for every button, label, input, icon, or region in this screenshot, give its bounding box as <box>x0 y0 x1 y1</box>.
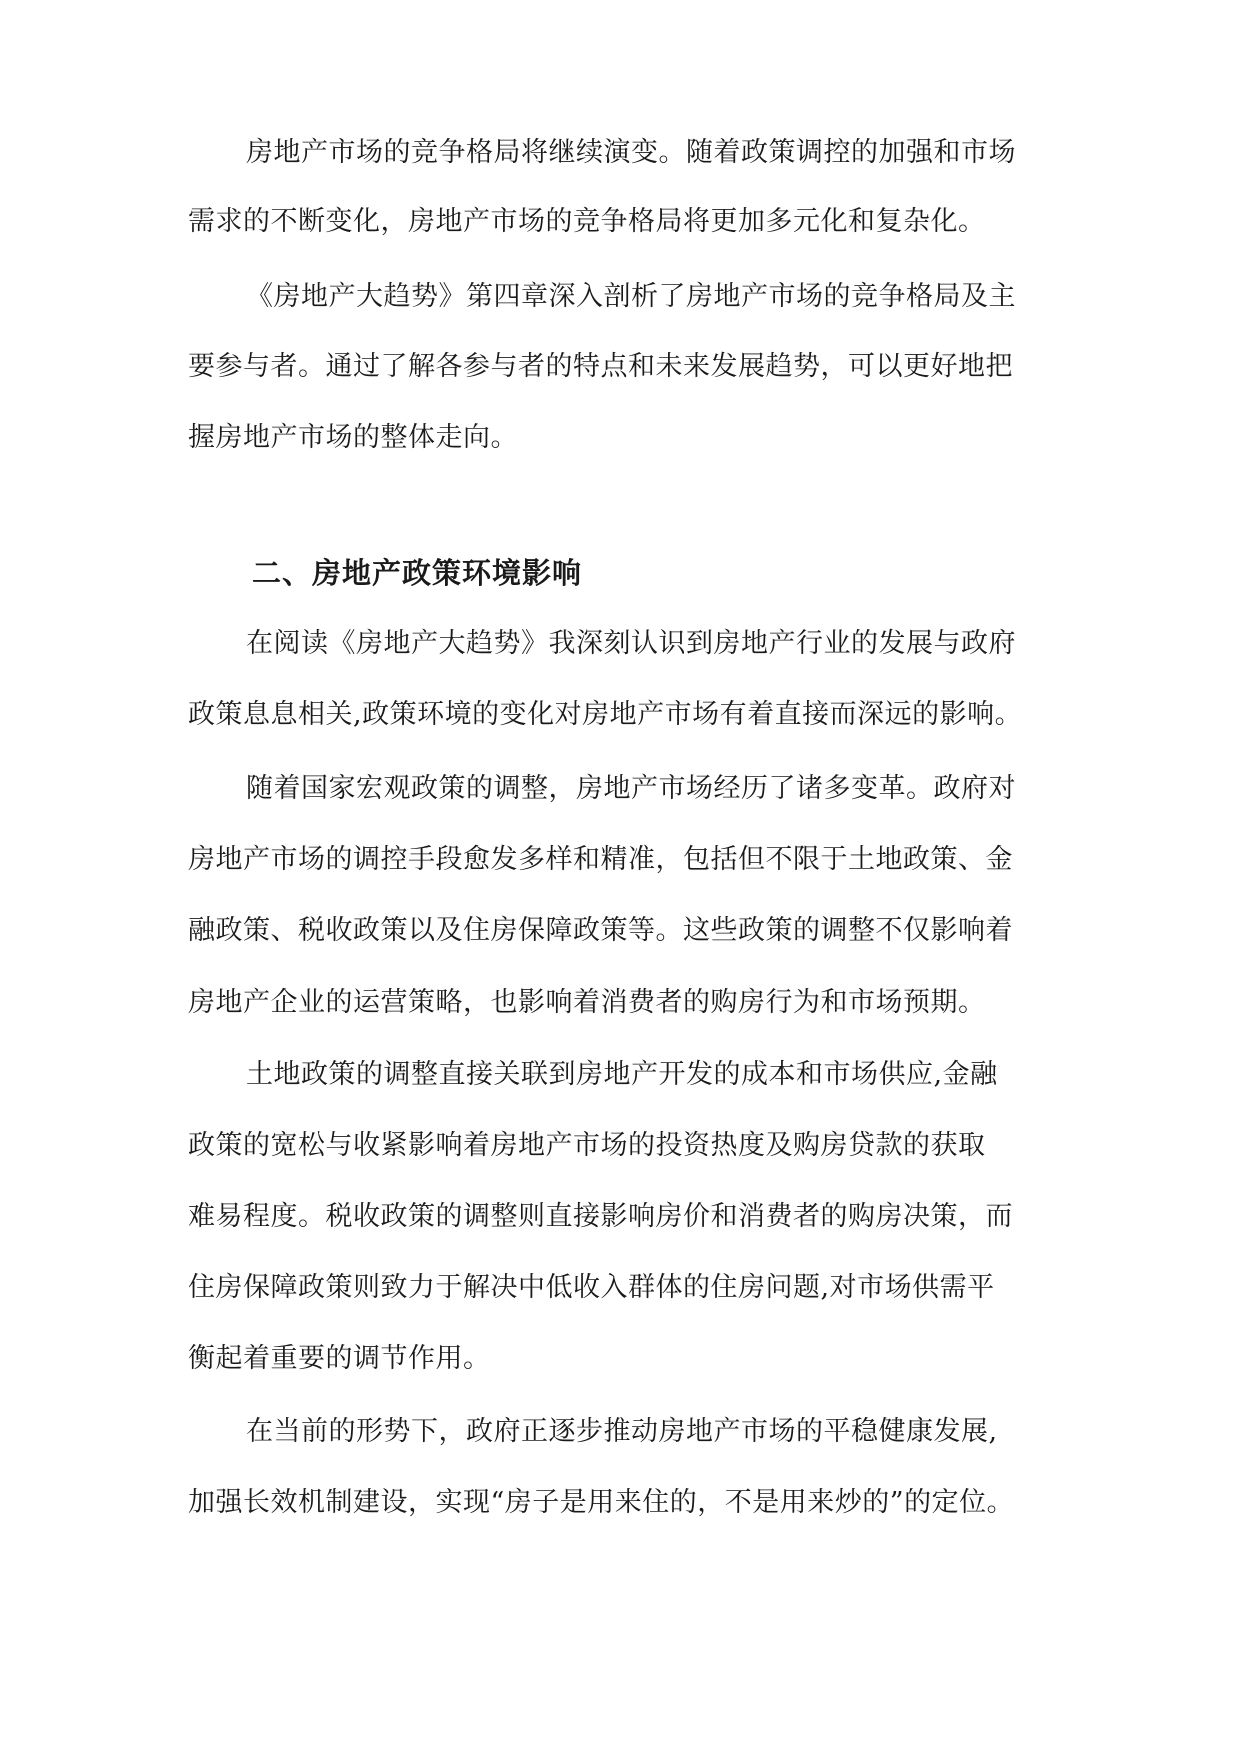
paragraph-line: 随着国家宏观政策的调整，房地产市场经历了诸多变革。政府对 <box>246 773 1016 804</box>
paragraph-line: 衡起着重要的调节作用。 <box>188 1343 491 1374</box>
section-heading: 二、房地产政策环境影响 <box>252 556 583 590</box>
paragraph-line: 房地产市场的调控手段愈发多样和精准，包括但不限于土地政策、金 <box>188 844 1013 875</box>
paragraph-line: 在当前的形势下，政府正逐步推动房地产市场的平稳健康发展, <box>246 1416 998 1447</box>
paragraph-line: 融政策、税收政策以及住房保障政策等。这些政策的调整不仅影响着 <box>188 915 1013 946</box>
paragraph-line: 《房地产大趋势》第四章深入剖析了房地产市场的竞争格局及主 <box>246 281 1016 312</box>
paragraph-line: 房地产企业的运营策略，也影响着消费者的购房行为和市场预期。 <box>188 987 986 1018</box>
paragraph-line: 加强长效机制建设，实现“房子是用来住的，不是用来炒的”的定位。 <box>188 1487 1015 1518</box>
paragraph-line: 要参与者。通过了解各参与者的特点和未来发展趋势，可以更好地把 <box>188 351 1013 382</box>
paragraph-line: 握房地产市场的整体走向。 <box>188 422 518 453</box>
paragraph-line: 房地产市场的竞争格局将继续演变。随着政策调控的加强和市场 <box>246 137 1016 168</box>
paragraph-line: 政策的宽松与收紧影响着房地产市场的投资热度及购房贷款的获取 <box>188 1130 986 1161</box>
paragraph-line: 住房保障政策则致力于解决中低收入群体的住房问题,对市场供需平 <box>188 1272 995 1303</box>
paragraph-line: 土地政策的调整直接关联到房地产开发的成本和市场供应,金融 <box>246 1059 998 1090</box>
paragraph-line: 需求的不断变化，房地产市场的竞争格局将更加多元化和复杂化。 <box>188 206 986 237</box>
paragraph-line: 难易程度。税收政策的调整则直接影响房价和消费者的购房决策，而 <box>188 1201 1013 1232</box>
paragraph-line: 政策息息相关,政策环境的变化对房地产市场有着直接而深远的影响。 <box>188 699 1023 730</box>
paragraph-line: 在阅读《房地产大趋势》我深刻认识到房地产行业的发展与政府 <box>246 628 1016 659</box>
